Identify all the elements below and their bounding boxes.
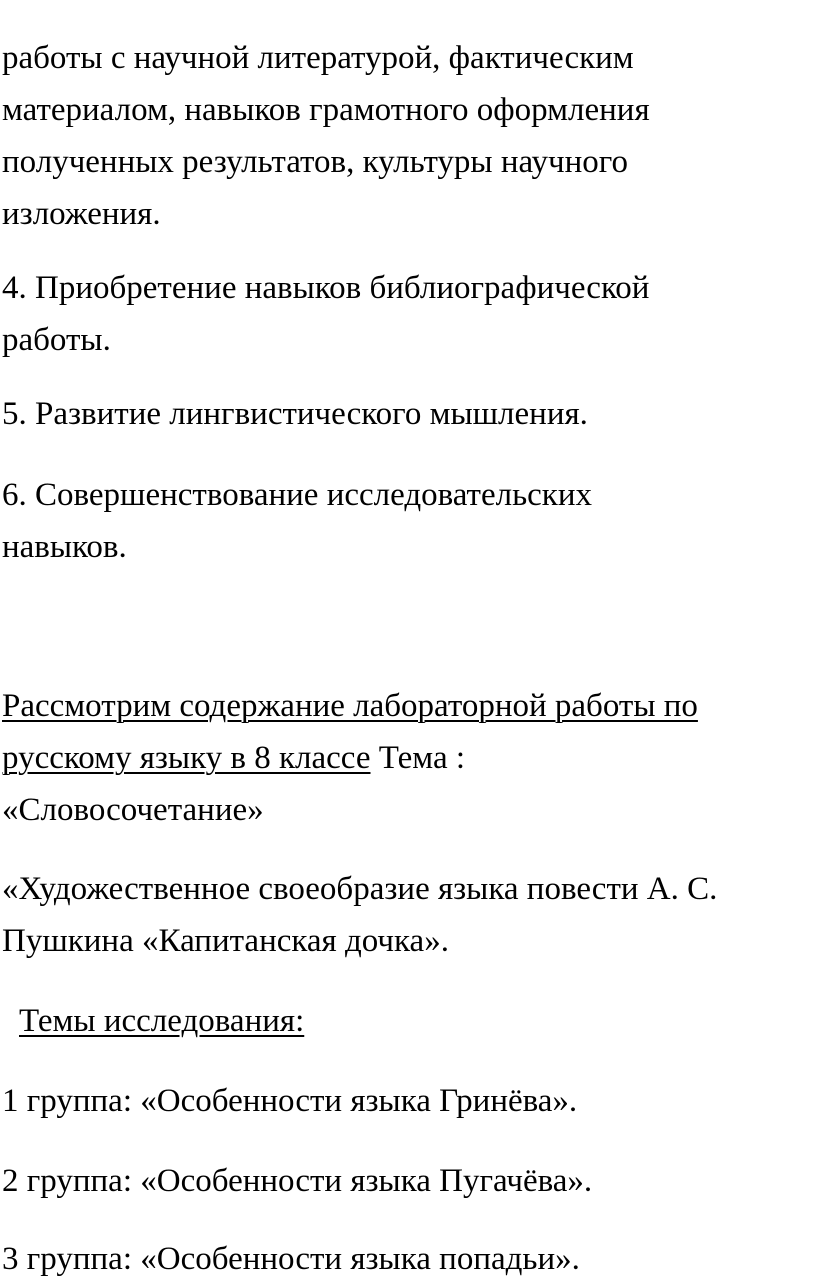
text-line: материалом, навыков грамотного оформления — [2, 92, 650, 128]
text-line: работы. — [2, 322, 111, 358]
text-line: 1 группа: «Особенности языка Гринёва». — [2, 1083, 578, 1119]
text-line: 3 группа: «Особенности языка попадьи». — [2, 1241, 580, 1277]
text-line: 2 группа: «Особенности языка Пугачёва». — [2, 1163, 593, 1199]
text-line: работы с научной литературой, фактическим — [2, 40, 634, 76]
underlined-heading: Темы исследования: — [19, 1003, 305, 1039]
underlined-heading-line: Рассмотрим содержание лабораторной работы по — [2, 688, 698, 724]
list-item-6 — [2, 469, 592, 573]
text-line: Пушкина «Капитанская дочка». — [2, 923, 449, 959]
topic-label: Тема : — [370, 740, 466, 776]
research-topics-heading — [19, 995, 304, 1047]
text-line: навыков. — [2, 529, 127, 565]
text-line: 6. Совершенствование исследовательских — [2, 477, 592, 513]
topic-title: «Словосочетание» — [2, 792, 264, 828]
text-line: 4. Приобретение навыков библиографической — [2, 270, 650, 306]
group-1-topic — [2, 1075, 577, 1127]
list-item-4 — [2, 262, 649, 366]
lab-work-heading — [2, 680, 698, 836]
paragraph-scientific-work — [2, 32, 650, 240]
text-line: изложения. — [2, 196, 161, 232]
underlined-heading-line: русскому языку в 8 классе — [2, 740, 371, 776]
group-3-topic — [2, 1233, 580, 1285]
group-2-topic — [2, 1155, 592, 1207]
list-item-5 — [2, 388, 588, 440]
text-line: «Художественное своеобразие языка повести А. С. — [2, 871, 718, 907]
text-line: 5. Развитие лингвистического мышления. — [2, 396, 588, 432]
paragraph-artistic-originality — [2, 863, 717, 967]
text-line: полученных результатов, культуры научного — [2, 144, 628, 180]
